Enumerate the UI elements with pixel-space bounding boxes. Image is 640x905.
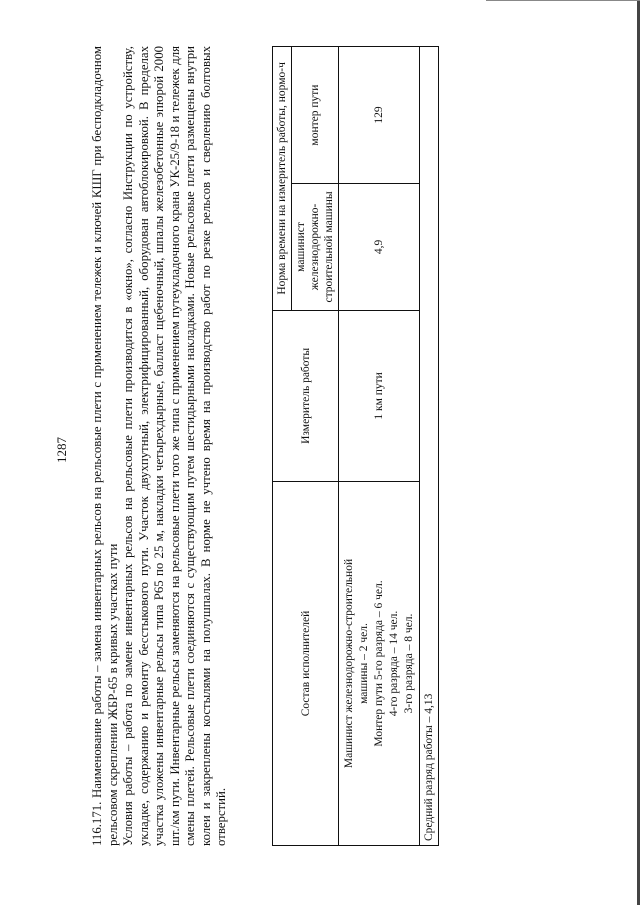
header-fitter: монтер пути (292, 47, 339, 184)
header-unit: Измеритель работы (273, 310, 339, 481)
fitter-value-cell: 129 (339, 47, 420, 184)
staff-line: 3-го разряда – 8 чел. (403, 613, 415, 714)
norm-table (272, 46, 439, 846)
staff-cell (339, 482, 420, 846)
table-header-row (273, 47, 292, 846)
staff-line: 4-го разряда – 14 чел. (388, 610, 400, 717)
unit-cell: 1 км пути (339, 310, 420, 481)
table-row (339, 47, 420, 846)
machinist-value-cell: 4,9 (339, 184, 420, 311)
body-text (90, 46, 230, 846)
average-grade: Средний разряд работы – 4,13 (420, 47, 439, 846)
header-norm-group: Норма времени на измеритель работы, нормо-ч (273, 47, 292, 311)
rotated-page (44, 38, 604, 858)
scan-mark (486, 0, 640, 13)
header-staff: Состав исполнителей (273, 482, 339, 846)
table-footer-row (420, 47, 439, 846)
staff-line: машины – 2 чел. (358, 623, 370, 704)
staff-line: Монтер пути 5-го разряда – 6 чел. (373, 580, 385, 747)
staff-line: Машинист железнодорожно-строительной (343, 558, 355, 769)
header-machinist: машинист железнодорожно-строительной машины (292, 184, 339, 311)
work-heading: 116.171. Наименование работы – замена инвентарных рельсов на рельсовые плети с применением тележек и ключей КШГ при бесподкладочном рельсовом скреплении ЖБР-65 в кривых участках пути (90, 46, 120, 846)
page-number: 1287 (54, 437, 69, 463)
work-conditions: Условия работы – работа по замене инвентарных рельсов на рельсовые плети производится в «окно», согласно Инструкции по устройству, укладке, содержанию и ремонту бесстыкового пути. Участок двухпутный, электрифицированный, оборудован автоблокировкой. В пределах участка уложены инвентарные рельсы типа Р65 по 25 м, накладки четырехдырные, балласт щебеночный, шпалы железобетонные эпюрой 2000 шт./км пути. Инвентарные рельсы заменяются на рельсовые плети того же типа с применением путеукладочного крана УК-25/9-18 и тележек для смены плетей. Рельсовые плети соединяются с существующим путем шестидырными накладками. Новые рельсовые плети размещены внутри колеи и закреплены костылями на полушпалах. В норме не учтено время на производство работ по резке рельсов и сверлению болтовых отверстий. (121, 46, 228, 846)
